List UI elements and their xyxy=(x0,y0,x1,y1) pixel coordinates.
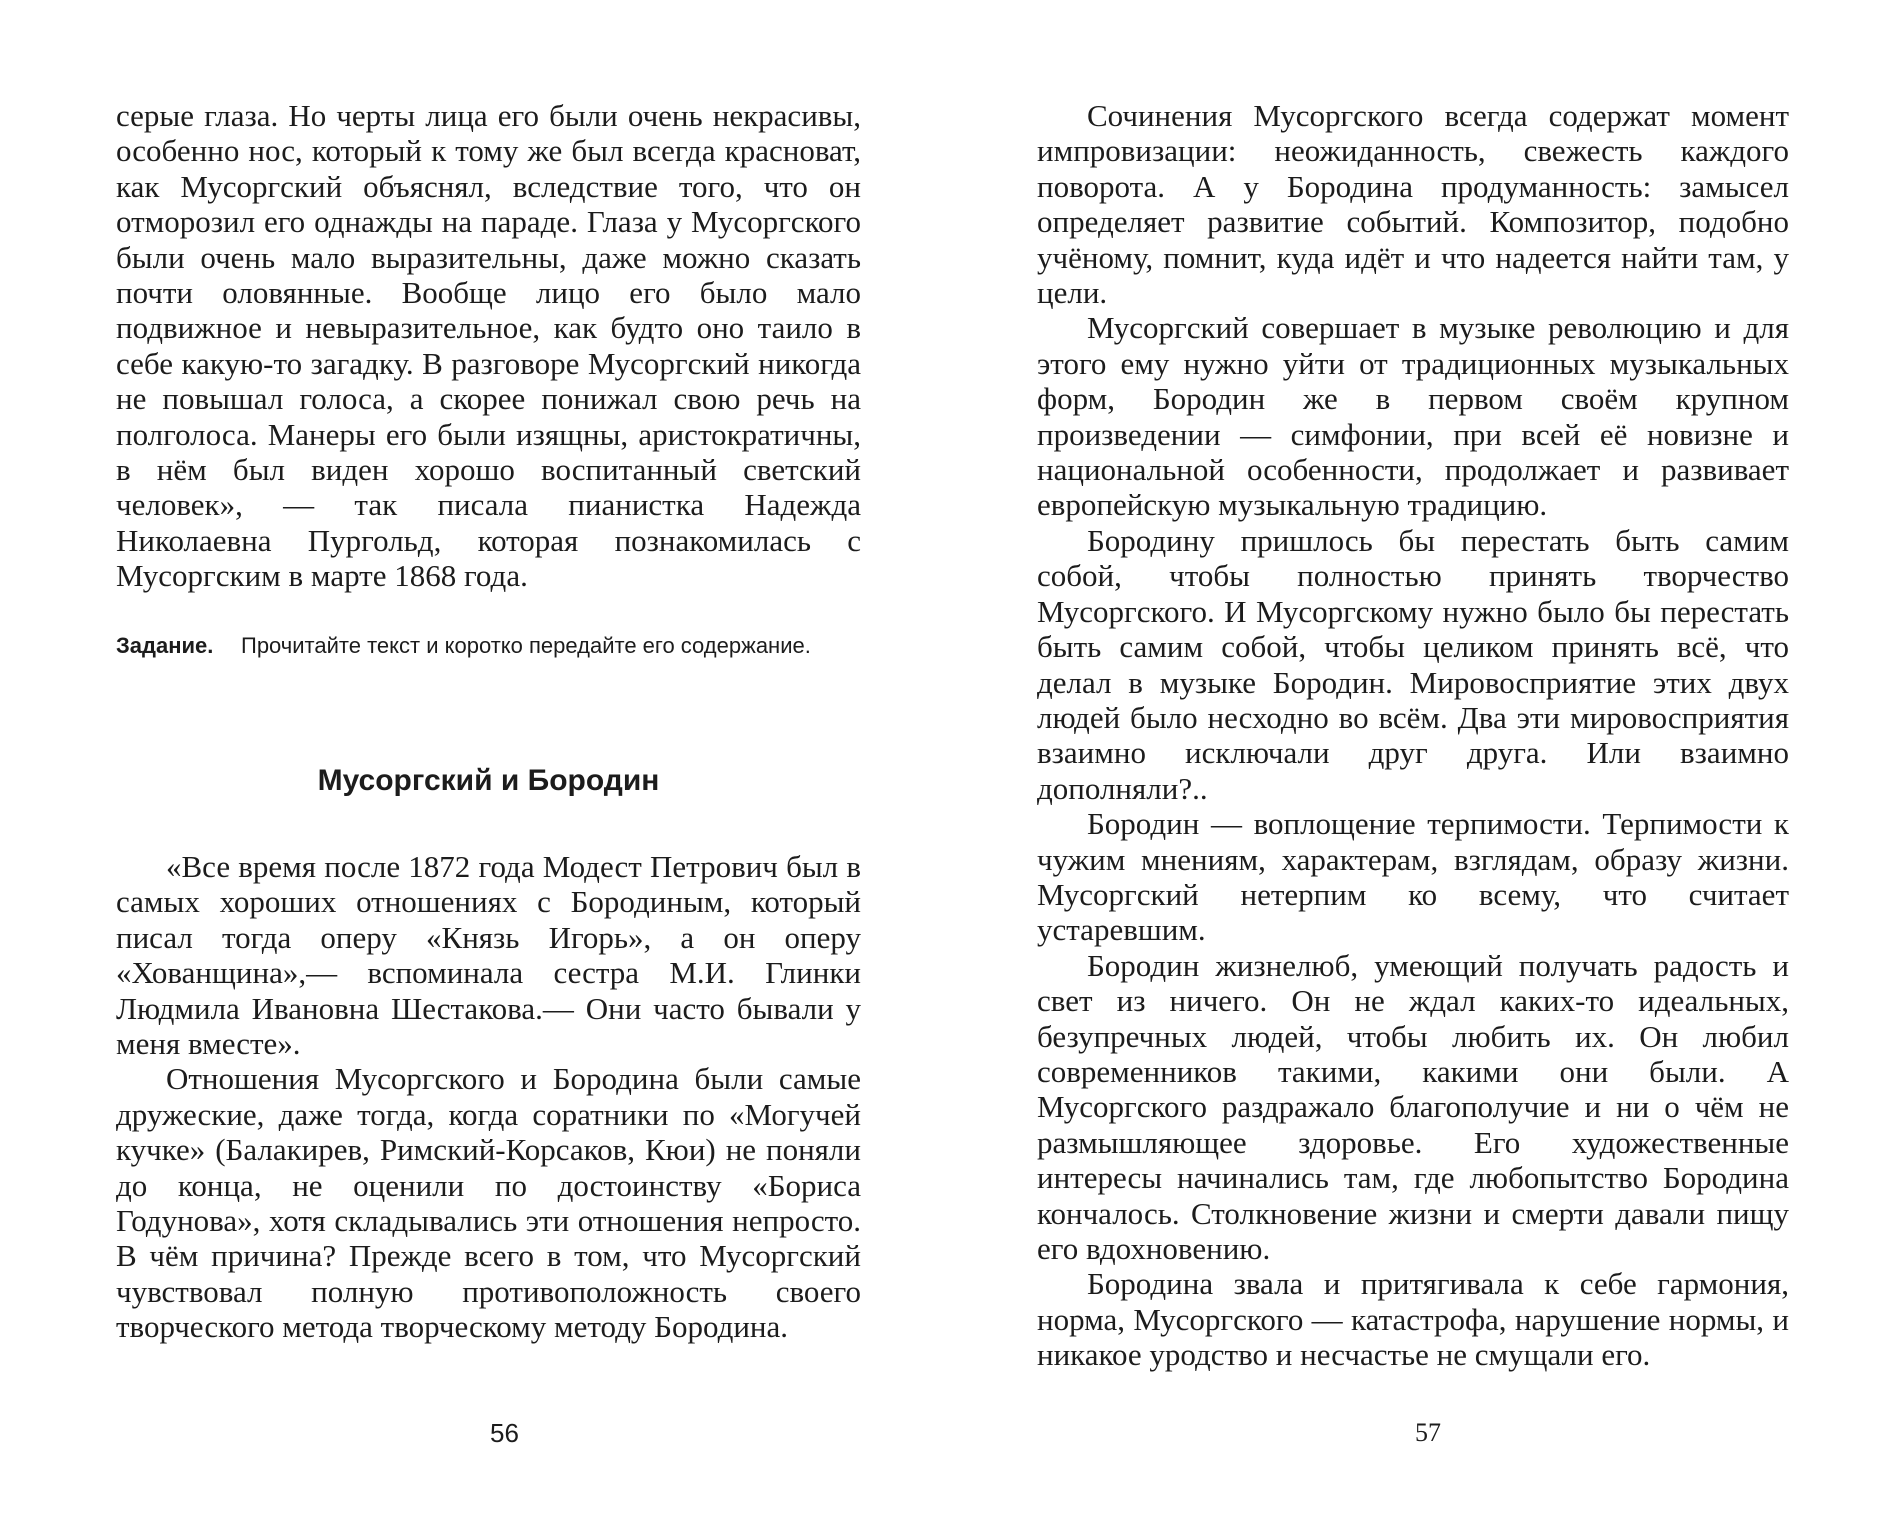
paragraph: Сочинения Мусоргского всегда содержат момент импровизации: неожиданность, свежесть каждого поворота. А у Бородина продуманность: замысел определяет развитие событий. Композитор, подобно учёному, помнит, куда идёт и что надеется найти там, у цели. xyxy=(1037,98,1789,311)
task-block xyxy=(116,631,861,661)
paragraph: Бородин — воплощение терпимости. Терпимости к чужим мнениям, характерам, взглядам, образу жизни. Мусоргский нетерпим ко всему, что считает устаревшим. xyxy=(1037,806,1789,948)
continuation-paragraph: серые глаза. Но черты лица его были очень некрасивы, особенно нос, который к тому же был всегда красноват, как Мусоргский объяснял, вследствие того, что он отморозил его однажды на параде. Глаза у Мусоргского были очень мало выразительны, даже можно сказать почти оловянные. Вообще лицо его было мало подвижное и невыразительное, как будто оно таило в себе какую-то загадку. В разговоре Мусоргский никогда не повышал голоса, а скорее понижал свою речь на полголоса. Манеры его были изящны, аристократичны, в нём был виден хорошо воспитанный светский человек», — так писала пианистка Надежда Николаевна Пургольд, которая познакомилась с Мусоргским в марте 1868 года. xyxy=(116,98,861,594)
paragraph: Мусоргский совершает в музыке революцию и для этого ему нужно уйти от традиционных музыкальных форм, Бородин же в первом своём крупном произведении — симфонии, при всей её новизне и национальной особенности, продолжает и развивает европейскую музыкальную традицию. xyxy=(1037,310,1789,523)
paragraph: Бородина звала и притягивала к себе гармония, норма, Мусоргского — катастрофа, нарушение нормы, и никакое уродство и несчастье не смущали его. xyxy=(1037,1266,1789,1373)
paragraph: Отношения Мусоргского и Бородина были самые дружеские, даже тогда, когда соратники по «Могучей кучке» (Балакирев, Римский-Корсаков, Кюи) не поняли до конца, не оценили по достоинству «Бориса Годунова», хотя складывались эти отношения непросто. В чём причина? Прежде всего в том, что Мусоргский чувствовал полную противоположность своего творческого метода творческому методу Бородина. xyxy=(116,1061,861,1345)
page-number-left: 56 xyxy=(490,1418,519,1448)
right-page-body xyxy=(1037,98,1789,1373)
task-label: Задание. xyxy=(116,633,214,658)
task-text: Прочитайте текст и коротко передайте его содержание. xyxy=(241,633,811,658)
paragraph: Бородин жизнелюб, умеющий получать радость и свет из ничего. Он не ждал каких-то идеальных, безупречных людей, чтобы любить их. Он любил современников такими, какими они были. А Мусоргского раздражало благополучие и ни о чём не размышляющее здоровье. Его художественные интересы начинались там, где любопытство Бородина кончалось. Столкновение жизни и смерти давали пищу его вдохновению. xyxy=(1037,947,1789,1266)
section-title: Мусоргский и Бородин xyxy=(317,764,660,797)
right-page xyxy=(945,0,1890,1537)
paragraph: «Все время после 1872 года Модест Петрович был в самых хороших отношениях с Бородиным, который писал тогда оперу «Князь Игорь», а он оперу «Хованщина»,— вспоминала сестра М.И. Глинки Людмила Ивановна Шестакова.— Они часто бывали у меня вместе». xyxy=(116,849,861,1062)
page-number-right: 57 xyxy=(1415,1418,1441,1447)
left-section-body xyxy=(116,849,861,1345)
left-continuation-text xyxy=(116,98,861,594)
paragraph: Бородину пришлось бы перестать быть самим собой, чтобы полностью принять творчество Мусоргского. И Мусоргскому нужно было бы перестать быть самим собой, чтобы целиком принять всё, что делал в музыке Бородин. Мировосприятие этих двух людей было несходно во всём. Два эти мировосприятия взаимно исключали друг друга. Или взаимно дополняли?.. xyxy=(1037,522,1789,806)
